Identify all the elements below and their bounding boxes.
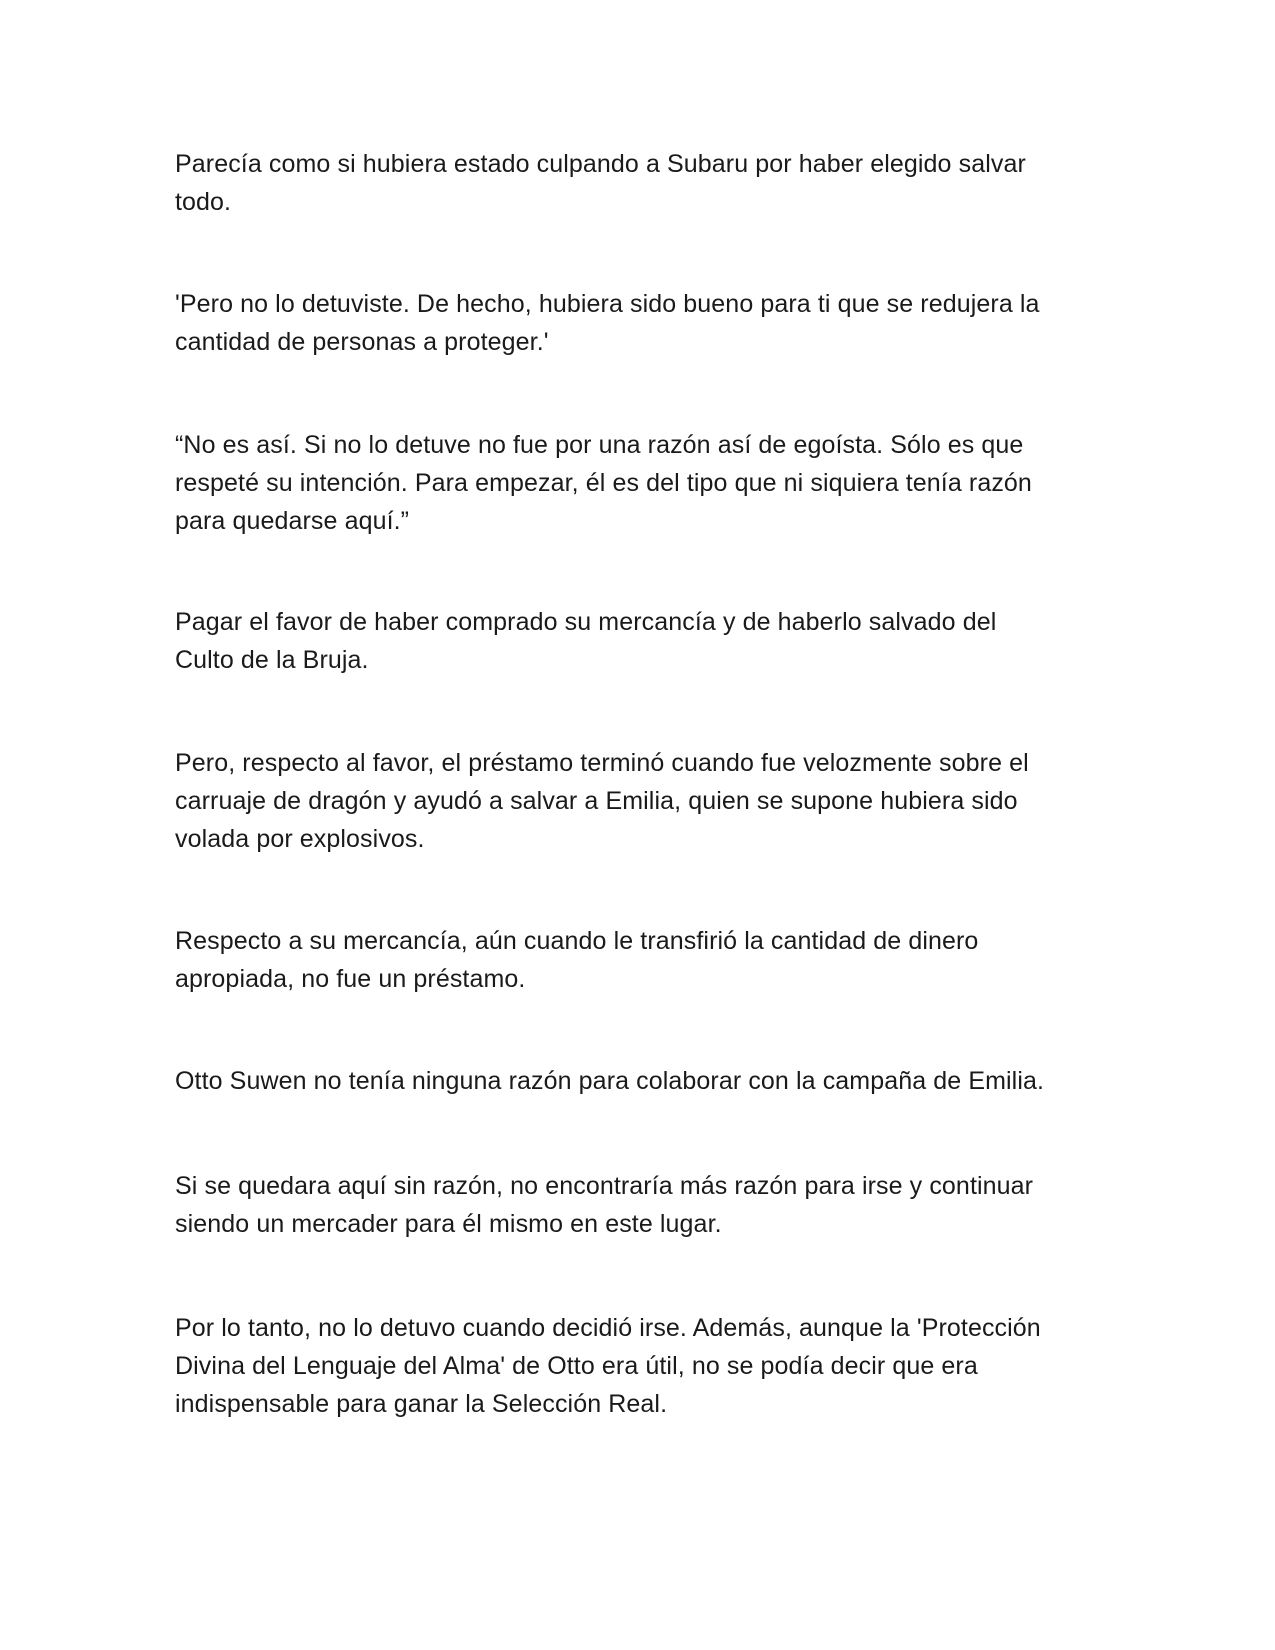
paragraph-8: Si se quedara aquí sin razón, no encontraría más razón para irse y continuar siendo un mercader para él mismo en este lugar. [175, 1172, 1034, 1238]
paragraph-2: 'Pero no lo detuviste. De hecho, hubiera sido bueno para ti que se redujera la cantidad de personas a proteger.' [175, 290, 1040, 356]
paragraph-9: Por lo tanto, no lo detuvo cuando decidió irse. Además, aunque la 'Protección Divina del Lenguaje del Alma' de Otto era útil, no se podía decir que era indispensable para ganar la Selección Real. [175, 1314, 1041, 1418]
paragraph-3: “No es así. Si no lo detuve no fue por una razón así de egoísta. Sólo es que respeté su intención. Para empezar, él es del tipo que ni siquiera tenía razón para quedarse aquí.” [175, 431, 1032, 535]
paragraph-5: Pero, respecto al favor, el préstamo terminó cuando fue velozmente sobre el carruaje de dragón y ayudó a salvar a Emilia, quien se supone hubiera sido volada por explosivos. [175, 749, 1029, 853]
paragraph-1: Parecía como si hubiera estado culpando a Subaru por haber elegido salvar todo. [175, 150, 1026, 216]
paragraph-6: Respecto a su mercancía, aún cuando le transfirió la cantidad de dinero apropiada, no fue un préstamo. [175, 927, 979, 993]
paragraph-7: Otto Suwen no tenía ninguna razón para colaborar con la campaña de Emilia. [175, 1067, 1045, 1095]
paragraph-4: Pagar el favor de haber comprado su mercancía y de haberlo salvado del Culto de la Bruja. [175, 608, 997, 674]
